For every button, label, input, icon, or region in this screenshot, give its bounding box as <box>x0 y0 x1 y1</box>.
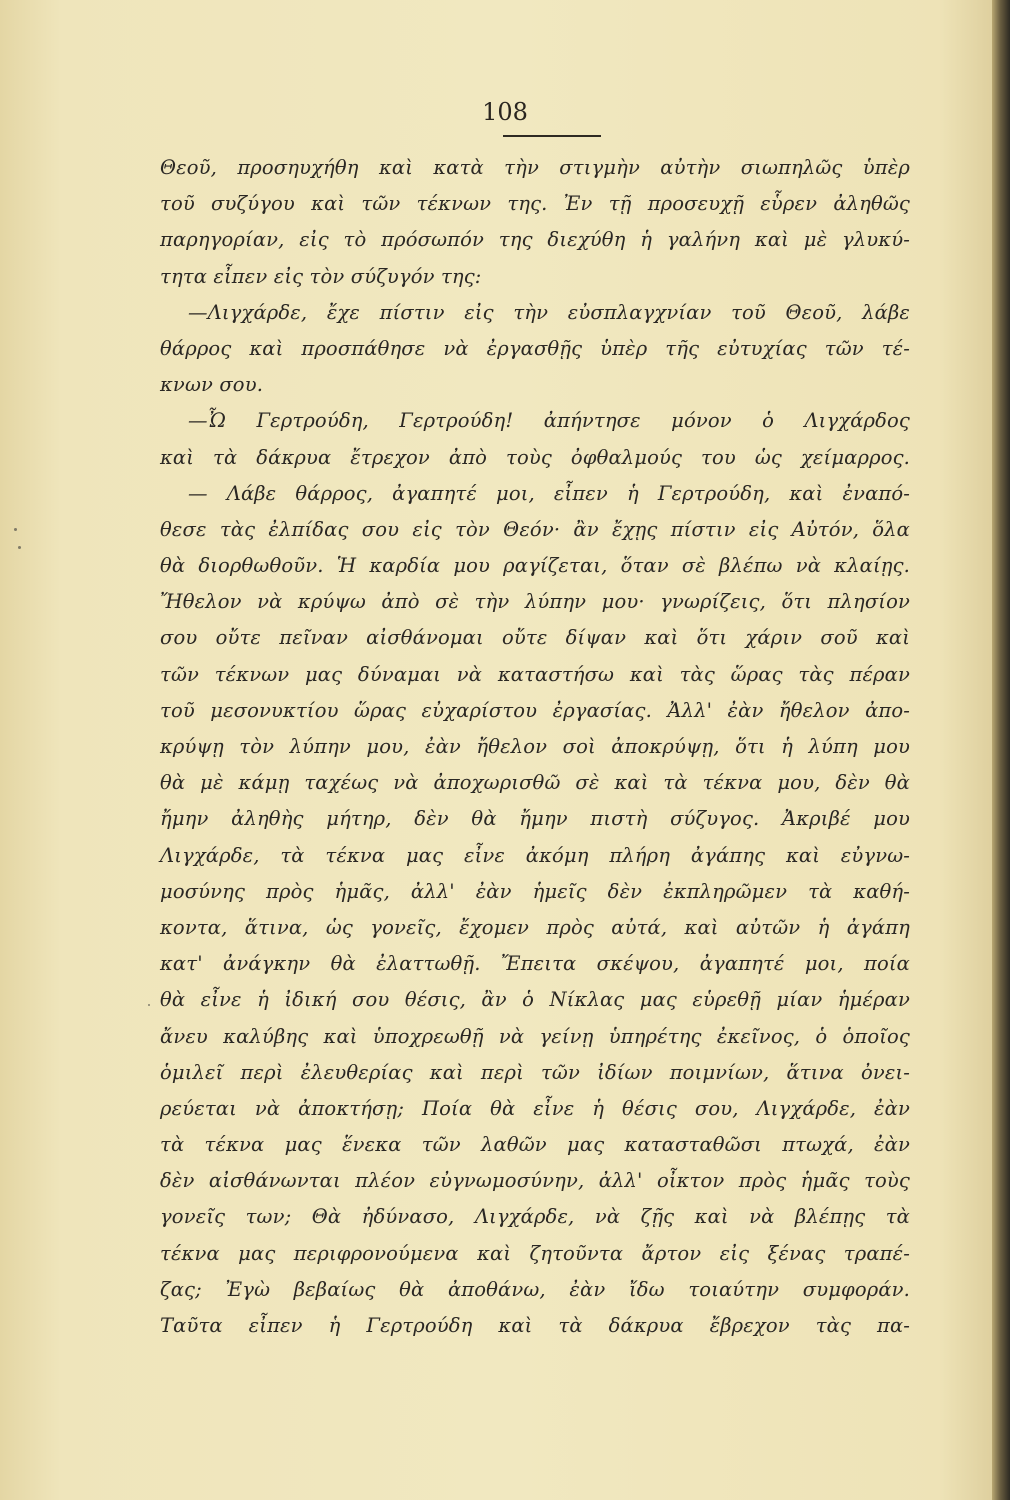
text-line: τοῦ μεσονυκτίου ὥρας εὐχαρίστου ἐργασίας. Ἀλλ' ἐὰν ἤθελον ἀπο- <box>160 698 910 722</box>
text-line: τοῦ συζύγου καὶ τῶν τέκνων της. Ἐν τῇ προσευχῇ εὗρεν ἀληθῶς <box>160 192 910 216</box>
text-line: τὰ τέκνα μας ἕνεκα τῶν λαθῶν μας κατασταθῶσι πτωχά, ἐὰν <box>160 1133 910 1157</box>
page-number: 108 <box>482 98 528 126</box>
text-line: ρεύεται νὰ ἀποκτήσῃ; Ποία θὰ εἶνε ἡ θέσις σου, Λιγχάρδε, ἐὰν <box>160 1096 910 1120</box>
text-line: θὰ μὲ κάμῃ ταχέως νὰ ἀποχωρισθῶ σὲ καὶ τὰ τέκνα μου, δὲν θὰ <box>160 771 910 795</box>
text-line: κατ' ἀνάγκην θὰ ἐλαττωθῇ. Ἔπειτα σκέψου, ἀγαπητέ μοι, ποία <box>160 952 910 976</box>
text-line: θεσε τὰς ἐλπίδας σου εἰς τὸν Θεόν· ἂν ἔχῃς πίστιν εἰς Αὐτόν, ὅλα <box>160 517 910 541</box>
text-line: θὰ διορθωθοῦν. Ἡ καρδία μου ραγίζεται, ὅταν σὲ βλέπω νὰ κλαίῃς. <box>160 554 910 578</box>
paper-speck <box>148 1004 150 1006</box>
text-line: —Λιγχάρδε, ἔχε πίστιν εἰς τὴν εὐσπλαγχνίαν τοῦ Θεοῦ, λάβε <box>188 300 910 324</box>
text-line: κρύψῃ τὸν λύπην μου, ἐὰν ἤθελον σοὶ ἀποκρύψῃ, ὅτι ἡ λύπη μου <box>160 735 910 758</box>
text-line: —Ὦ Γερτρούδη, Γερτρούδη! ἀπήντησε μόνον ὁ Λιγχάρδος <box>188 409 910 433</box>
text-line: γονεῖς των; Θὰ ἠδύνασο, Λιγχάρδε, νὰ ζῇς καὶ νὰ βλέπῃς τὰ <box>160 1205 910 1229</box>
paper-speck <box>14 528 17 531</box>
text-line: σου οὔτε πεῖναν αἰσθάνομαι οὔτε δίψαν καὶ ὅτι χάριν σοῦ καὶ <box>160 626 910 650</box>
text-line: κοντα, ἅτινα, ὡς γονεῖς, ἔχομεν πρὸς αὐτά, καὶ αὐτῶν ἡ ἀγάπη <box>160 915 910 939</box>
text-line: δὲν αἰσθάνωνται πλέον εὐγνωμοσύνην, ἀλλ' οἶκτον πρὸς ἡμᾶς τοὺς <box>160 1169 910 1193</box>
text-line: θάρρος καὶ προσπάθησε νὰ ἐργασθῇς ὑπὲρ τῆς εὐτυχίας τῶν τέ- <box>160 336 910 360</box>
text-line: θὰ εἶνε ἡ ἰδική σου θέσις, ἂν ὁ Νίκλας μας εὑρεθῇ μίαν ἡμέραν <box>160 988 910 1012</box>
paper-speck <box>18 546 21 549</box>
text-line: ζας; Ἐγὼ βεβαίως θὰ ἀποθάνω, ἐὰν ἴδω τοιαύτην συμφοράν. <box>160 1277 910 1301</box>
text-line: κνων σου. <box>160 373 264 397</box>
text-line: Ἤθελον νὰ κρύψω ἀπὸ σὲ τὴν λύπην μου· γνωρίζεις, ὅτι πλησίον <box>160 590 910 614</box>
text-line: ἄνευ καλύβης καὶ ὑποχρεωθῇ νὰ γείνῃ ὑπηρέτης ἐκεῖνος, ὁ ὁποῖος <box>160 1024 910 1048</box>
text-line: ὁμιλεῖ περὶ ἐλευθερίας καὶ περὶ τῶν ἰδίων ποιμνίων, ἅτινα ὀνει- <box>160 1060 910 1084</box>
text-line: τέκνα μας περιφρονούμενα καὶ ζητοῦντα ἄρτον εἰς ξένας τραπέ- <box>160 1241 910 1265</box>
text-line: Ταῦτα εἶπεν ἡ Γερτρούδη καὶ τὰ δάκρυα ἔβρεχον τὰς πα- <box>160 1314 910 1337</box>
text-line: τητα εἶπεν εἰς τὸν σύζυγόν της: <box>160 264 482 288</box>
text-line: καὶ τὰ δάκρυα ἔτρεχον ἀπὸ τοὺς ὀφθαλμούς του ὡς χείμαρρος. <box>160 445 910 469</box>
text-line: ἤμην ἀληθὴς μήτηρ, δὲν θὰ ἤμην πιστὴ σύζυγος. Ἀκριβέ μου <box>160 807 910 831</box>
text-line: Λιγχάρδε, τὰ τέκνα μας εἶνε ἀκόμη πλήρη ἀγάπης καὶ εὐγνω- <box>160 843 910 867</box>
text-line: — Λάβε θάρρος, ἀγαπητέ μοι, εἶπεν ἡ Γερτρούδη, καὶ ἐναπό- <box>188 481 910 505</box>
text-line: μοσύνης πρὸς ἡμᾶς, ἀλλ' ἐὰν ἡμεῖς δὲν ἐκπληρῶμεν τὰ καθή- <box>160 879 910 903</box>
text-line: τῶν τέκνων μας δύναμαι νὰ καταστήσω καὶ τὰς ὥρας τὰς πέραν <box>160 662 910 686</box>
text-line: Θεοῦ, προσηυχήθη καὶ κατὰ τὴν στιγμὴν αὐτὴν σιωπηλῶς ὑπὲρ <box>160 156 910 179</box>
page-number-rule <box>503 135 601 137</box>
book-binding-edge <box>992 0 1010 1500</box>
page-text <box>160 150 910 1344</box>
text-line: παρηγορίαν, εἰς τὸ πρόσωπόν της διεχύθη ἡ γαλήνη καὶ μὲ γλυκύ- <box>160 228 910 252</box>
